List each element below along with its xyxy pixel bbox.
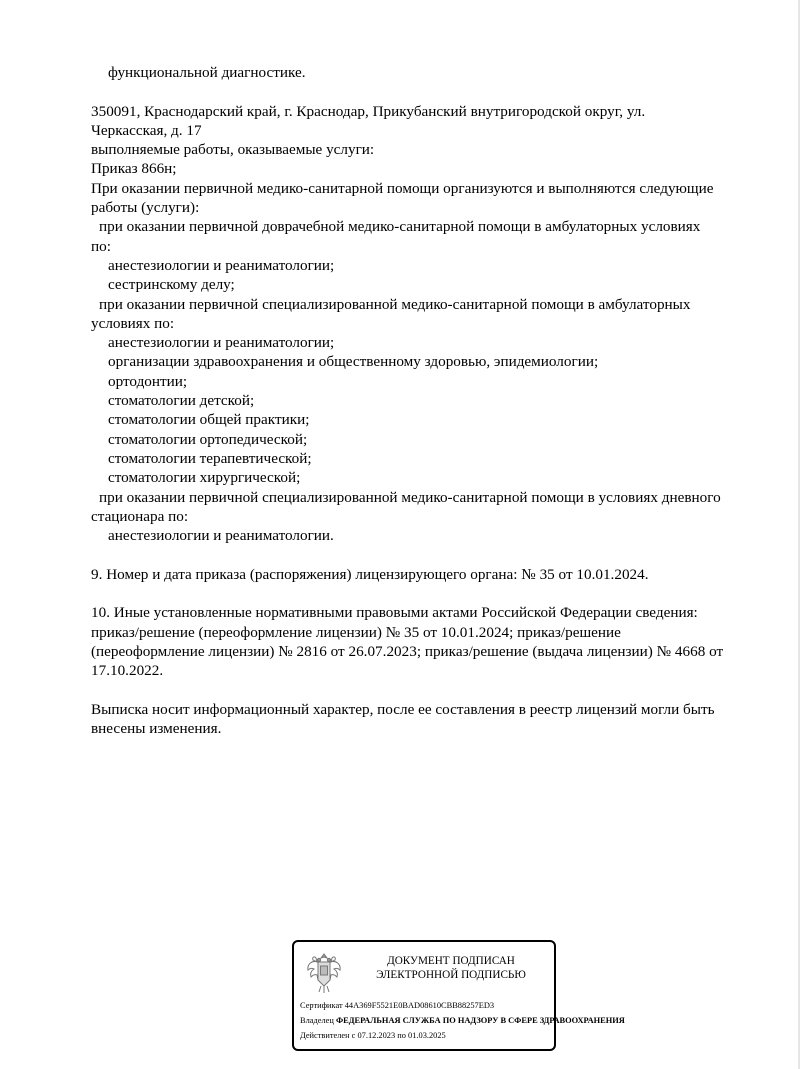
signature-title-line: ДОКУМЕНТ ПОДПИСАН	[387, 955, 515, 967]
service-item: анестезиологии и реаниматологии.	[108, 527, 334, 545]
signature-title	[356, 954, 546, 982]
service-item: организации здравоохранения и общественному здоровью, эпидемиологии;	[108, 353, 599, 371]
section-line: стационара по:	[91, 507, 189, 525]
service-item: ортодонтии;	[108, 372, 188, 390]
order-info-line: 9. Номер и дата приказа (распоряжения) лицензирующего органа: № 35 от 10.01.2024.	[91, 565, 649, 583]
paragraph-gap	[91, 545, 781, 564]
certificate-line: Сертификат 44A369F5521E0BAD08610CBB88257ED3	[300, 1001, 495, 1010]
service-item: анестезиологии и реаниматологии;	[108, 334, 335, 352]
text-line: работы (услуги):	[91, 199, 200, 217]
validity-line: Действителен с 07.12.2023 по 01.03.2025	[300, 1031, 446, 1040]
address-line: Черкасская, д. 17	[91, 121, 202, 139]
service-item: стоматологии хирургической;	[108, 469, 301, 487]
paragraph-gap	[91, 681, 781, 700]
other-info-line: (переоформление лицензии) № 2816 от 26.07.2023; приказ/решение (выдача лицензии) № 4668 от	[91, 642, 724, 660]
section-line: при оказании первичной специализированной медико-санитарной помощи в условиях дневного	[99, 488, 721, 506]
service-item: анестезиологии и реаниматологии;	[108, 256, 335, 274]
text-line: функциональной диагностике.	[108, 64, 306, 81]
signature-title-line: ЭЛЕКТРОННОЙ ПОДПИСЬЮ	[376, 969, 526, 981]
service-item: стоматологии ортопедической;	[108, 430, 308, 448]
paragraph-gap	[91, 82, 781, 101]
other-info-line: приказ/решение (переоформление лицензии) № 35 от 10.01.2024; приказ/решение	[91, 623, 621, 641]
service-item: стоматологии общей практики;	[108, 411, 310, 429]
text-line: При оказании первичной медико-санитарной помощи организуются и выполняются следующие	[91, 179, 714, 197]
text-line: выполняемые работы, оказываемые услуги:	[91, 141, 375, 159]
paragraph-gap	[91, 584, 781, 603]
owner-line	[300, 1015, 625, 1026]
other-info-line: 10. Иные установленные нормативными правовыми актами Российской Федерации сведения:	[91, 604, 698, 622]
disclaimer-line: внесены изменения.	[91, 720, 222, 738]
section-line: условиях по:	[91, 314, 175, 332]
other-info-line: 17.10.2022.	[91, 662, 164, 680]
address-line: 350091, Краснодарский край, г. Краснодар, Прикубанский внутригородской округ, ул.	[91, 102, 646, 120]
service-item: стоматологии терапевтической;	[108, 449, 312, 467]
owner-name: ФЕДЕРАЛЬНАЯ СЛУЖБА ПО НАДЗОРУ В СФЕРЕ ЗДРАВООХРАНЕНИЯ	[335, 1016, 625, 1025]
service-item: сестринскому делу;	[108, 276, 235, 294]
coat-of-arms-icon	[304, 950, 344, 996]
service-item: стоматологии детской;	[108, 392, 255, 410]
disclaimer-line: Выписка носит информационный характер, после ее составления в реестр лицензий могли быть	[91, 700, 715, 718]
section-line: при оказании первичной доврачебной медико-санитарной помощи в амбулаторных условиях	[99, 218, 701, 236]
section-line: при оказании первичной специализированной медико-санитарной помощи в амбулаторных	[99, 295, 691, 313]
text-line: Приказ 866н;	[91, 160, 177, 178]
document-body	[91, 63, 781, 738]
electronic-signature-stamp	[292, 940, 625, 1051]
section-line: по:	[91, 237, 111, 255]
owner-label: Владелец	[300, 1016, 334, 1025]
